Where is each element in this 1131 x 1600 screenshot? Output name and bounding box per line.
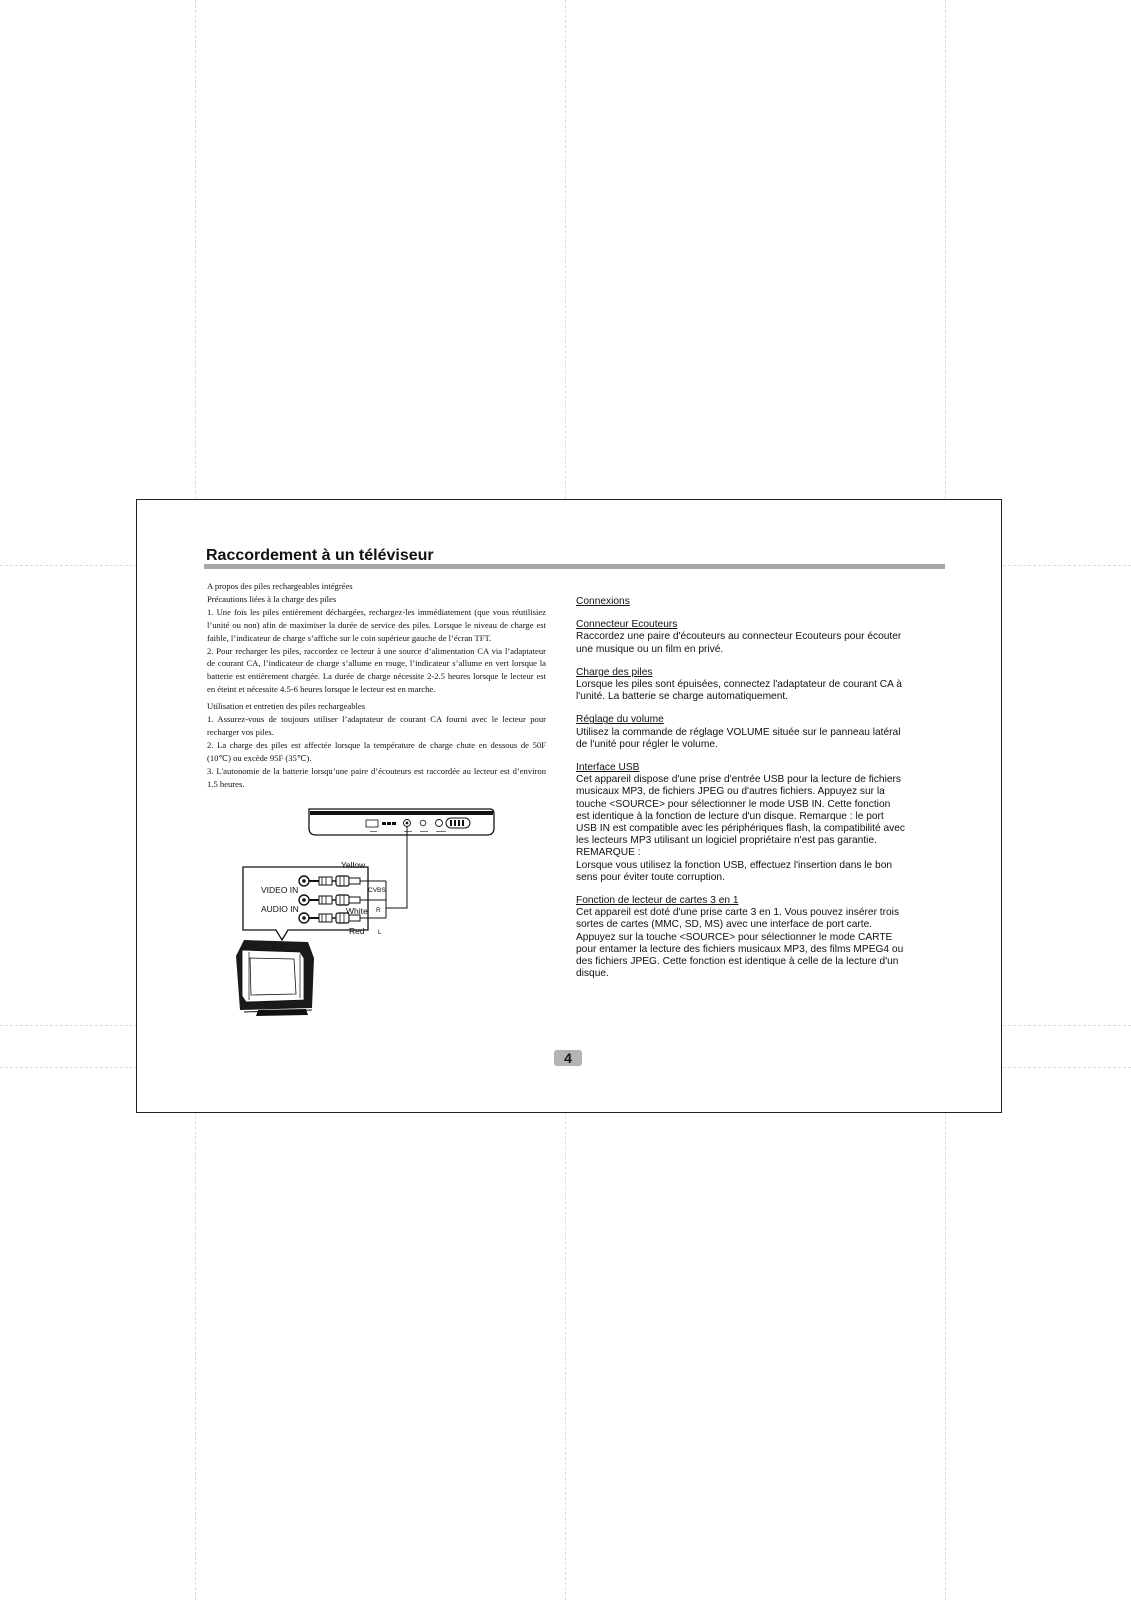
dvd-player-device	[309, 809, 494, 835]
care-item-1: 1. Assurez-vous de toujours utiliser l’adaptateur de courant CA fourni avec le lecteur pour recharger vos piles.	[207, 714, 546, 737]
section-card-reader-title: Fonction de lecteur de cartes 3 en 1	[576, 895, 739, 907]
section-card-reader-body: Cet appareil est doté d'une prise carte 3 en 1. Vous pouvez insérer trois sortes de cartes (MMC, SD, MS) avec une interface de port carte. Appuyez sur la touche <SOURCE> pour sélectionner le mode CARTE pour entamer la lecture des fichiers musicaux MP3, des films MPEG4 ou des fichiers JPEG. Cette fonction est identique à celle de la lecture d'un disque.	[576, 907, 904, 980]
section-volume	[576, 714, 906, 751]
television-illustration	[236, 940, 314, 1016]
section-battery-charge	[576, 667, 906, 704]
section-volume-title: Réglage du volume	[576, 714, 664, 726]
section-battery-charge-body: Lorsque les piles sont épuisées, connectez l'adaptateur de courant CA à l'unité. La batterie se charge automatiquement.	[576, 679, 902, 703]
precaution-item-2: 2. Pour recharger les piles, raccordez ce lecteur à une source d’alimentation CA via l’adaptateur de courant CA, l’indicateur de charge s’allume en rouge, l’indicateur s’allume en vert lorsque la batterie est entièrement chargée. La durée de charge nécessite 2-2.5 heures lorsque le lecteur est en éteint et nécessite 4.5-6 heures lorsque le lecteur est en marche.	[207, 645, 546, 695]
connexions-heading: Connexions	[576, 596, 630, 607]
r-channel-label: R	[376, 907, 381, 914]
section-headphones-body: Raccordez une paire d'écouteurs au connecteur Ecouteurs pour écouter une musique ou un film en privé.	[576, 631, 902, 655]
av-cable	[386, 826, 407, 908]
white-jack	[299, 895, 309, 905]
care-item-2: 2. La charge des piles est affectée lorsque la température de charge chute en dessous de 50F (10℃) ou excède 95F (35℃).	[207, 739, 546, 763]
page-title: Raccordement à un téléviseur	[206, 547, 434, 564]
white-label: White	[346, 906, 368, 916]
connexions-heading-block	[576, 596, 906, 608]
section-headphones-title: Connecteur Ecouteurs	[576, 619, 678, 631]
video-in-label: VIDEO IN	[261, 885, 299, 895]
yellow-rca-plug	[309, 876, 386, 886]
tv-connection-diagram	[236, 808, 496, 1038]
audio-in-label: AUDIO IN	[261, 904, 299, 914]
yellow-jack	[299, 876, 309, 886]
section-card-reader	[576, 895, 906, 980]
section-usb	[576, 762, 906, 884]
red-label: Red	[349, 926, 365, 936]
red-jack	[299, 913, 309, 923]
battery-care-heading: Utilisation et entretien des piles rechargeables	[207, 701, 366, 712]
page-number-badge: 4	[554, 1050, 582, 1066]
section-headphones	[576, 619, 906, 656]
l-channel-label: L	[378, 929, 382, 936]
section-usb-title: Interface USB	[576, 762, 640, 774]
yellow-label: Yellow	[341, 860, 366, 870]
white-rca-plug	[309, 895, 386, 905]
charge-precautions-heading: Précautions liées à la charge des piles	[207, 593, 337, 604]
section-volume-body: Utilisez la commande de réglage VOLUME située sur le panneau latéral de l'unité pour régler le volume.	[576, 726, 901, 750]
battery-instructions	[207, 580, 546, 791]
battery-heading: A propos des piles rechargeables intégrées	[207, 581, 353, 591]
section-battery-charge-title: Charge des piles	[576, 666, 653, 678]
connexions-section	[576, 596, 906, 991]
title-underline-bar	[204, 564, 945, 569]
cvbs-label: CVBS	[368, 887, 386, 894]
section-usb-body: Cet appareil dispose d'une prise d'entrée USB pour la lecture de fichiers musicaux MP3, de fichiers JPEG ou d'autres fichiers. Appuyez sur la touche <SOURCE> pour sélectionner le mode USB IN. Cette fonction est identique à la fonction de lecture d'un disque. Remarque : le port USB IN est compatible avec les périphériques flash, la compatibilité avec les lecteurs MP3 utilisant un logiciel propriétaire n'est pas garantie. REMARQUE : Lorsque vous utilisez la fonction USB, effectuez l'insertion dans le bon sens pour éviter toute corruption.	[576, 774, 905, 883]
care-item-3: 3. L'autonomie de la batterie lorsqu’une paire d’écouteurs est raccordée au lecteur est d’environ 1.5 heures.	[207, 765, 546, 789]
precaution-item-1: 1. Une fois les piles entièrement déchargées, rechargez-les immédiatement (que vous réutilisiez l’unité ou non) afin de maximiser la durée de service des piles. Lorsque le niveau de charge est faible, l’indicateur de charge s’affiche sur le coin supérieur gauche de l’écran TFT.	[207, 606, 546, 643]
